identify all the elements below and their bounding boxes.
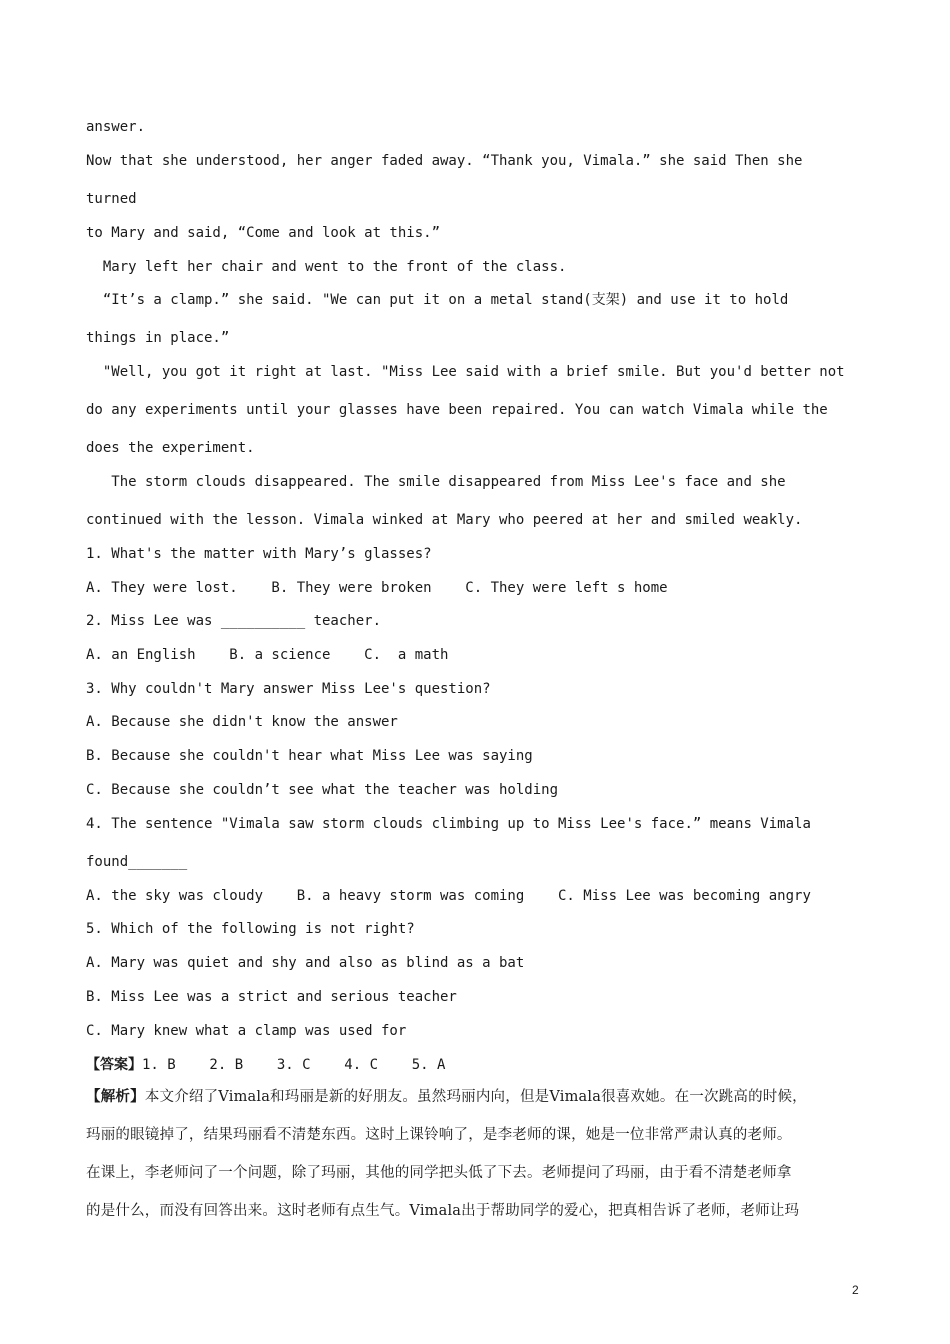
question-line: B. Because she couldn't hear what Miss Lee was saying: [86, 748, 533, 764]
passage-line: “It’s a clamp.” she said. "We can put it on a metal stand(支架) and use it to hold: [86, 292, 789, 308]
passage-line: answer.: [86, 119, 146, 135]
question-line: 4. The sentence "Vimala saw storm clouds climbing up to Miss Lee's face.” means Vimala: [86, 816, 811, 832]
analysis-label: 【解析】: [86, 1088, 145, 1105]
question-line: C. Mary knew what a clamp was used for: [86, 1023, 407, 1039]
question-line: A. Because she didn't know the answer: [86, 714, 398, 730]
question-line: A. Mary was quiet and shy and also as blind as a bat: [86, 955, 525, 971]
question-line: 3. Why couldn't Mary answer Miss Lee's question?: [86, 681, 491, 697]
question-line: 5. Which of the following is not right?: [86, 921, 415, 937]
passage-line: things in place.”: [86, 330, 230, 346]
question-line: B. Miss Lee was a strict and serious teacher: [86, 989, 457, 1005]
analysis-line: 玛丽的眼镜掉了，结果玛丽看不清楚东西。这时上课铃响了，是李老师的课，她是一位非常严肃认真的老师。: [86, 1127, 792, 1143]
analysis-line: 的是什么，而没有回答出来。这时老师有点生气。Vimala出于帮助同学的爱心，把真相告诉了老师，老师让玛: [86, 1203, 800, 1219]
question-line: A. an English B. a science C. a math: [86, 647, 449, 663]
answer-label: 【答案】: [86, 1057, 142, 1073]
question-line: A. the sky was cloudy B. a heavy storm was coming C. Miss Lee was becoming angry: [86, 888, 811, 904]
question-line: found_______: [86, 854, 188, 870]
passage-line: The storm clouds disappeared. The smile disappeared from Miss Lee's face and she: [86, 474, 786, 490]
passage-line: turned: [86, 191, 137, 207]
analysis-line: 在课上，李老师问了一个问题，除了玛丽，其他的同学把头低了下去。老师提问了玛丽，由于看不清楚老师拿: [86, 1165, 792, 1181]
passage-line: "Well, you got it right at last. "Miss Lee said with a brief smile. But you'd better not: [86, 364, 845, 380]
question-line: 1. What's the matter with Mary’s glasses?: [86, 546, 432, 562]
passage-line: Mary left her chair and went to the front of the class.: [86, 259, 567, 275]
question-line: A. They were lost. B. They were broken C. They were left s home: [86, 580, 668, 596]
answer-text: 1. B 2. B 3. C 4. C 5. A: [142, 1057, 446, 1073]
question-line: C. Because she couldn’t see what the teacher was holding: [86, 782, 559, 798]
page-number: 2: [852, 1283, 859, 1297]
analysis-line: [86, 1087, 807, 1107]
passage-line: continued with the lesson. Vimala winked at Mary who peered at her and smiled weakly.: [86, 512, 803, 528]
passage-line: does the experiment.: [86, 440, 255, 456]
analysis-text: 本文介绍了Vimala和玛丽是新的好朋友。虽然玛丽内向，但是Vimala很喜欢她。在一次跳高的时候，: [144, 1089, 807, 1105]
passage-line: Now that she understood, her anger faded away. “Thank you, Vimala.” she said Then she: [86, 153, 803, 169]
passage-line: to Mary and said, “Come and look at this.”: [86, 225, 441, 241]
passage-line: do any experiments until your glasses have been repaired. You can watch Vimala while the: [86, 402, 828, 418]
answer-line: [86, 1056, 445, 1074]
question-line: 2. Miss Lee was __________ teacher.: [86, 613, 382, 629]
